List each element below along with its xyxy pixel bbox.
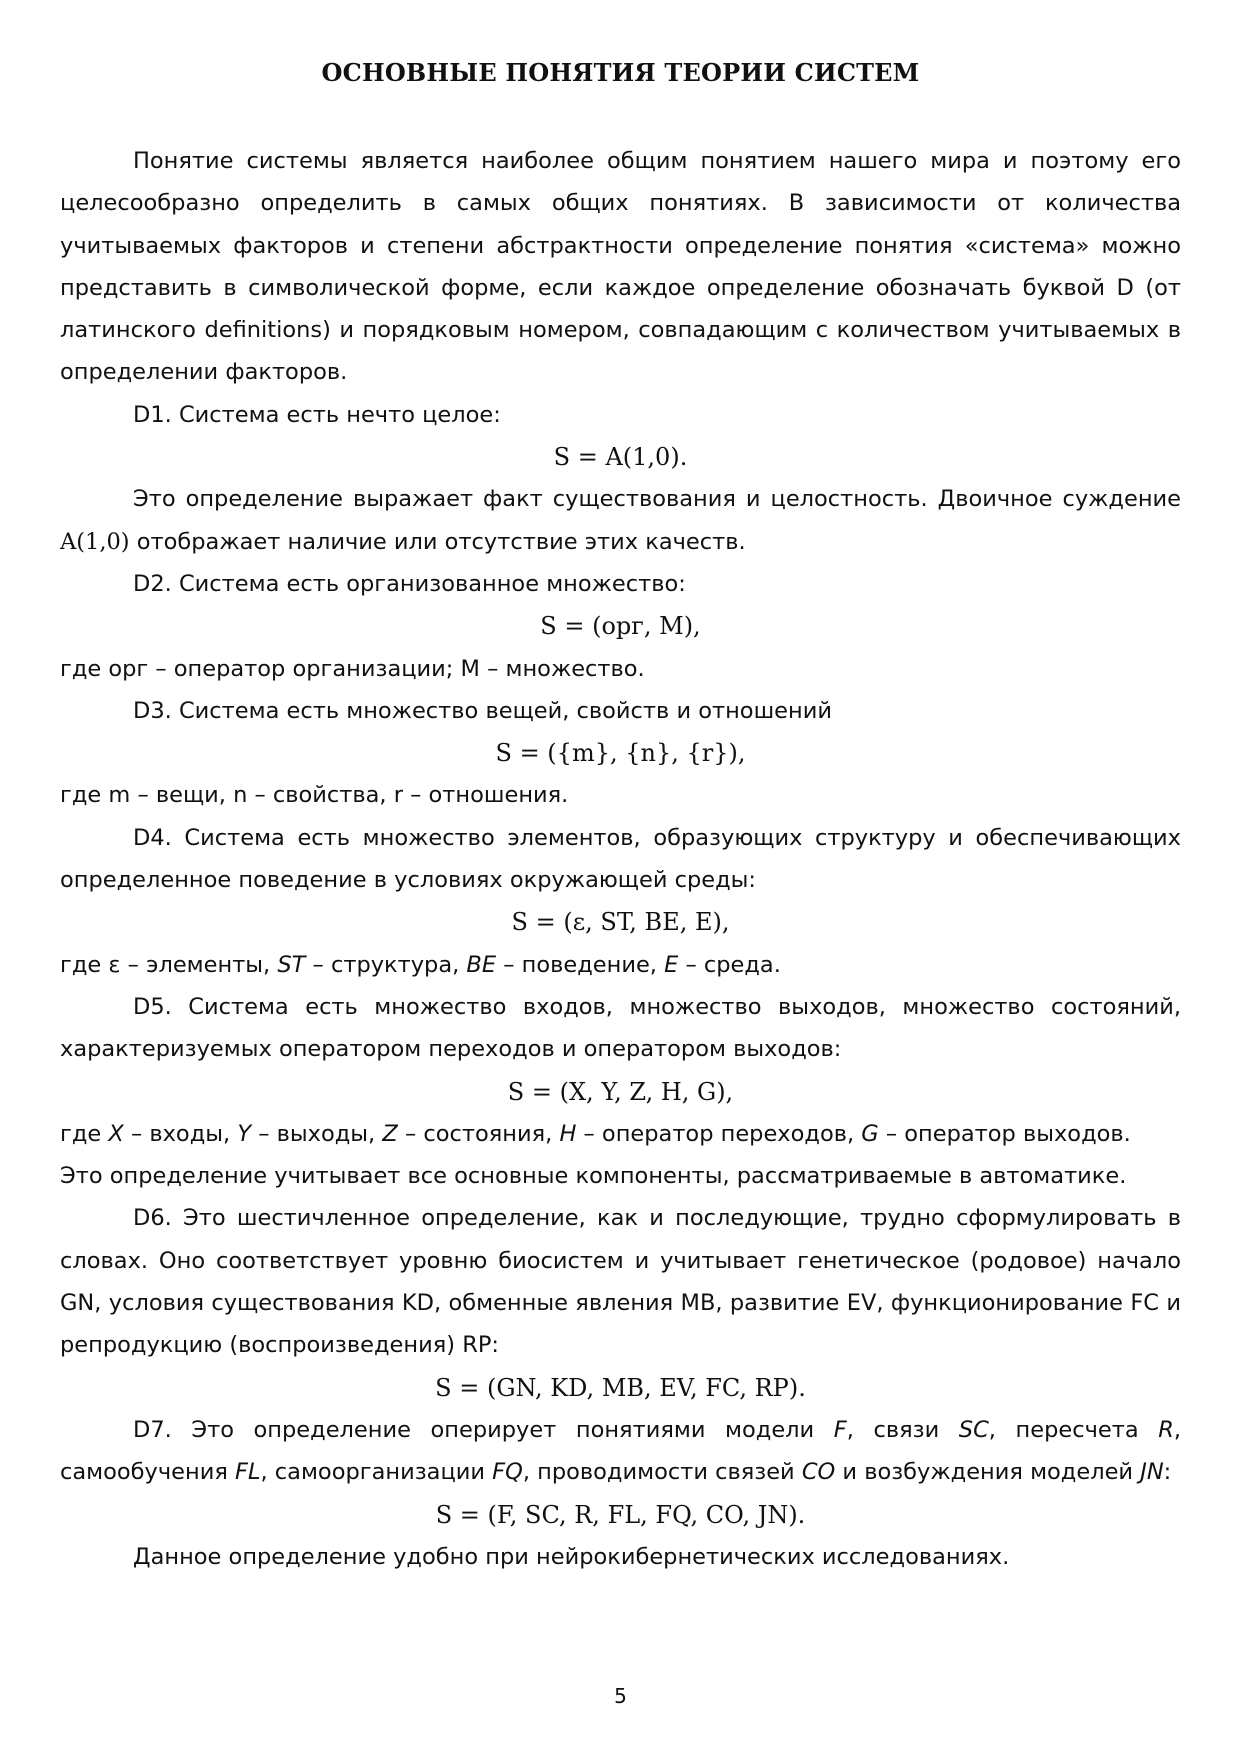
d7-symbol-jn: JN	[1140, 1459, 1164, 1486]
d4-where-text: – среда.	[678, 951, 781, 978]
d5-symbol-z: Z	[382, 1120, 398, 1147]
d3-where: где m – вещи, n – свойства, r – отношения.	[60, 782, 569, 809]
d7-text: , самообучения	[60, 1416, 1181, 1486]
definition-d5: D5. Система есть множество входов, множество выходов, множество состояний, характеризуемых оператором переходов и оператором выходов:	[60, 993, 1181, 1063]
d7-symbol-sc: SC	[958, 1416, 989, 1443]
d4-where-text: – поведение,	[496, 951, 665, 978]
d1-explanation-text-end: отображает наличие или отсутствие этих качеств.	[129, 528, 746, 555]
d7-text: , пересчета	[988, 1416, 1159, 1443]
d1-explanation	[60, 478, 1181, 563]
d7-text: и возбуждения моделей	[835, 1459, 1141, 1486]
formula-d6: S = (GN, KD, MB, EV, FC, RP).	[435, 1373, 806, 1402]
d7-text: D7. Это определение оперирует понятиями модели	[133, 1416, 834, 1443]
d7-symbol-fq: FQ	[492, 1459, 523, 1486]
definition-d3: D3. Система есть множество вещей, свойств и отношений	[133, 697, 832, 724]
intro-paragraph: Понятие системы является наиболее общим понятием нашего мира и поэтому его целесообразно определить в самых общих понятиях. В зависимости от количества учитываемых факторов и степени абстрактности определение понятия «система» можно представить в символической форме, если каждое определение обозначать буквой D (от латинского definitions) и порядковым номером, совпадающим с количеством учитываемых в определении факторов.	[60, 148, 1181, 386]
d7-text: , самоорганизации	[260, 1459, 493, 1486]
formula-d4: S = (ε, ST, BE, E),	[511, 908, 730, 937]
formula-d5: S = (X, Y, Z, H, G),	[507, 1077, 734, 1106]
d4-symbol-st: ST	[277, 951, 306, 978]
d5-where-text: – входы,	[123, 1120, 238, 1147]
formula-d3: S = ({m}, {n}, {r}),	[495, 739, 746, 768]
d5-where	[60, 1113, 1181, 1155]
d7-symbol-f: F	[833, 1416, 847, 1443]
d7-symbol-fl: FL	[235, 1459, 261, 1486]
d5-symbol-y: Y	[237, 1120, 252, 1147]
d4-where-text: – структура,	[305, 951, 467, 978]
d5-where-text: – выходы,	[251, 1120, 383, 1147]
d4-symbol-e: E	[664, 951, 679, 978]
d5-where-text: – состояния,	[397, 1120, 560, 1147]
d5-where-text: где	[60, 1120, 109, 1147]
d5-symbol-g: G	[861, 1120, 879, 1147]
d4-symbol-be: BE	[466, 951, 497, 978]
d4-where-text: где ε – элементы,	[60, 951, 278, 978]
d1-explanation-math: A(1,0)	[60, 528, 130, 555]
conclusion-paragraph: Данное определение удобно при нейрокибернетических исследованиях.	[133, 1543, 1010, 1570]
page-body	[60, 140, 1181, 1578]
definition-d4: D4. Система есть множество элементов, образующих структуру и обеспечивающих определенное поведение в условиях окружающей среды:	[60, 824, 1181, 894]
d7-text: , связи	[846, 1416, 959, 1443]
d2-where: где орг – оператор организации; М – множество.	[60, 655, 645, 682]
d4-where	[60, 944, 1181, 986]
definition-d7	[60, 1409, 1181, 1494]
d1-explanation-text: Это определение выражает факт существования и целостность. Двоичное суждение	[133, 486, 1181, 513]
formula-d2: S = (орг, M),	[540, 612, 701, 641]
d5-where-text: – оператор выходов.	[878, 1120, 1131, 1147]
definition-d6: D6. Это шестичленное определение, как и последующие, трудно сформулировать в словах. Оно соответствует уровню биосистем и учитывает генетическое (родовое) начало GN, условия существования KD, обменные явления MB, развитие EV, функционирование FC и репродукцию (воспроизведения) RP:	[60, 1205, 1181, 1359]
formula-d1: S = A(1,0).	[553, 443, 688, 472]
formula-d7: S = (F, SC, R, FL, FQ, CO, JN).	[435, 1500, 806, 1529]
d5-note: Это определение учитывает все основные компоненты, рассматриваемые в автоматике.	[60, 1163, 1127, 1190]
page-number: 5	[614, 1684, 627, 1708]
d7-symbol-co: CO	[801, 1459, 836, 1486]
d7-symbol-r: R	[1158, 1416, 1174, 1443]
definition-d1: D1. Система есть нечто целое:	[133, 401, 501, 428]
d7-text: :	[1163, 1459, 1172, 1486]
definition-d2: D2. Система есть организованное множество:	[133, 570, 686, 597]
d7-text: , проводимости связей	[522, 1459, 802, 1486]
d5-symbol-x: X	[108, 1120, 124, 1147]
page-title: ОСНОВНЫЕ ПОНЯТИЯ ТЕОРИИ СИСТЕМ	[321, 58, 920, 87]
d5-symbol-h: H	[559, 1120, 577, 1147]
d5-where-text: – оператор переходов,	[576, 1120, 862, 1147]
